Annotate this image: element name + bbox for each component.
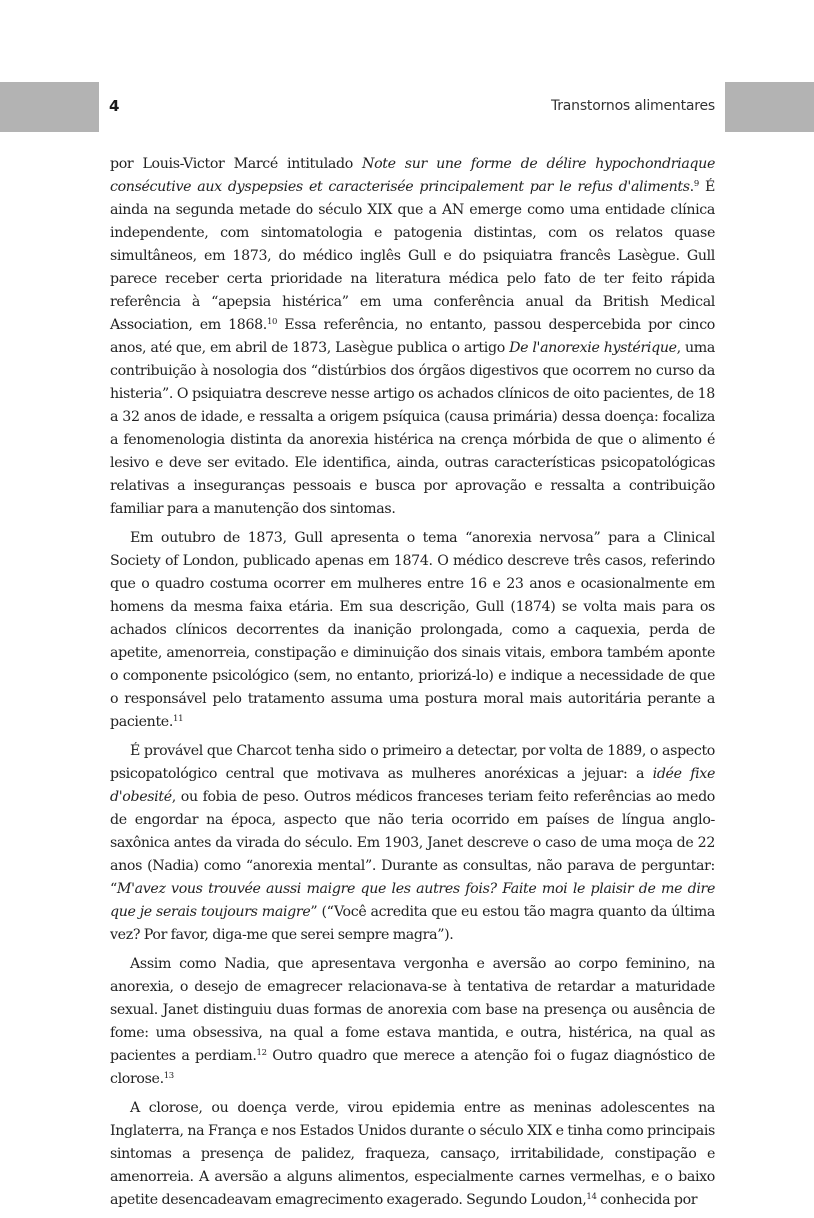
paragraph [110, 740, 715, 947]
footnote-ref: 11 [173, 714, 184, 724]
text-run: conhecida por [596, 1192, 698, 1208]
text-run: , uma contribuição à nosologia dos “distúrbios dos órgãos digestivos que ocorrem no curso da histeria”. O psiquiatra descreve nesse artigo os achados clínicos de oito pacientes, de 18 a 32 anos de idade, e ressalta a origem psíquica (causa primária) dessa doença: focaliza a fenomenologia distinta da anorexia histérica na crença mórbida de que o alimento é lesivo e deve ser evitado. Ele identifica, ainda, outras características psicopatológicas relativas a inseguranças pessoais e busca por aprovação e ressalta a contribuição familiar para a manutenção dos sintomas. [110, 340, 716, 517]
paragraph [110, 1097, 715, 1212]
footnote-ref: 12 [256, 1048, 267, 1058]
body-text [110, 153, 715, 1218]
text-run: É provável que Charcot tenha sido o primeiro a detectar, por volta de 1889, o aspecto psicopatológico central que motivava as mulheres anoréxicas a jejuar: a [110, 743, 715, 782]
footnote-ref: 10 [266, 317, 278, 327]
text-run: . [689, 179, 694, 195]
text-run: É ainda na segunda metade do século XIX que a AN emerge como uma entidade clínica independente, com sintomatologia e patogenia distintas, com os relatos quase simultâneos, em 1873, do médico inglês Gull e do psiquiatra francês Lasègue. Gull parece receber certa prioridade na literatura médica pelo fato de ter feito rápida referência à “apepsia histérica” em uma conferência anual da British Medical Association, em 1868. [110, 179, 715, 333]
paragraph [110, 153, 715, 521]
text-run: Em outubro de 1873, Gull apresenta o tema “anorexia nervosa” para a Clinical Society of London, publicado apenas em 1874. O médico descreve três casos, referindo que o quadro costuma ocorrer em mulheres entre 16 e 23 anos e ocasionalmente em homens da mesma faixa etária. Em sua descrição, Gull (1874) se volta mais para os achados clínicos decorrentes da inanição prolongada, como a caquexia, perda de apetite, amenorreia, constipação e diminuição dos sinais vitais, embora também aponte o componente psicológico (sem, no entanto, priorizá-lo) e indique a necessidade de que o responsável pelo tratamento assuma uma postura moral mais autoritária perante a paciente. [110, 530, 715, 730]
footnote-ref: 9 [693, 179, 699, 189]
footnote-ref: 14 [586, 1192, 597, 1202]
text-run: Essa referência, no entanto, passou despercebida por cinco anos, até que, em abril de 1873, Lasègue publica o artigo [110, 317, 715, 356]
text-run: por Louis-Victor Marcé intitulado [110, 156, 363, 172]
paragraph [110, 527, 715, 734]
italic-title: M'avez vous trouvée aussi maigre que les autres fois? Faite moi le plaisir de me dire que je serais toujours maigre [110, 881, 715, 920]
left-margin-tab [0, 82, 99, 132]
paragraph [110, 953, 715, 1091]
footnote-ref: 13 [163, 1071, 174, 1081]
text-run: Outro quadro que merece a atenção foi o fugaz diagnóstico de clorose. [110, 1048, 715, 1087]
text-run: , ou fobia de peso. Outros médicos franceses teriam feito referências ao medo de engordar na época, aspecto que não teria ocorrido em países de língua anglo-saxônica antes da virada do século. Em 1903, Janet descreve o caso de uma moça de 22 anos (Nadia) como “anorexia mental”. Durante as consultas, não parava de perguntar: “ [110, 789, 715, 897]
text-run: Assim como Nadia, que apresentava vergonha e aversão ao corpo feminino, na anorexia, o desejo de emagrecer relacionava-se à tentativa de retardar a maturidade sexual. Janet distinguiu duas formas de anorexia com base na presença ou ausência de fome: uma obsessiva, na qual a fome estava mantida, e outra, histérica, na qual as pacientes a perdiam. [110, 956, 715, 1064]
italic-title: De l'anorexie hystérique [509, 340, 677, 356]
text-run: ” (“Você acredita que eu estou tão magra quanto da última vez? Por favor, diga-me que serei sempre magra”). [110, 904, 715, 943]
italic-title: idée fixe d'obesité [110, 766, 715, 805]
text-run: A clorose, ou doença verde, virou epidemia entre as meninas adolescentes na Inglaterra, na França e nos Estados Unidos durante o século XIX e tinha como principais sintomas a presença de palidez, fraqueza, cansaço, irritabilidade, constipação e amenorreia. A aversão a alguns alimentos, especialmente carnes vermelhas, e o baixo apetite desencadeavam emagrecimento exagerado. Segundo Loudon, [110, 1100, 715, 1208]
italic-title: Note sur une forme de délire hypochondriaque consécutive aux dyspepsies et caracterisée principalement par le refus d'aliments [110, 156, 715, 195]
page-number: 4 [109, 97, 120, 115]
running-title: Transtornos alimentares [550, 98, 715, 114]
right-margin-tab [725, 82, 814, 132]
